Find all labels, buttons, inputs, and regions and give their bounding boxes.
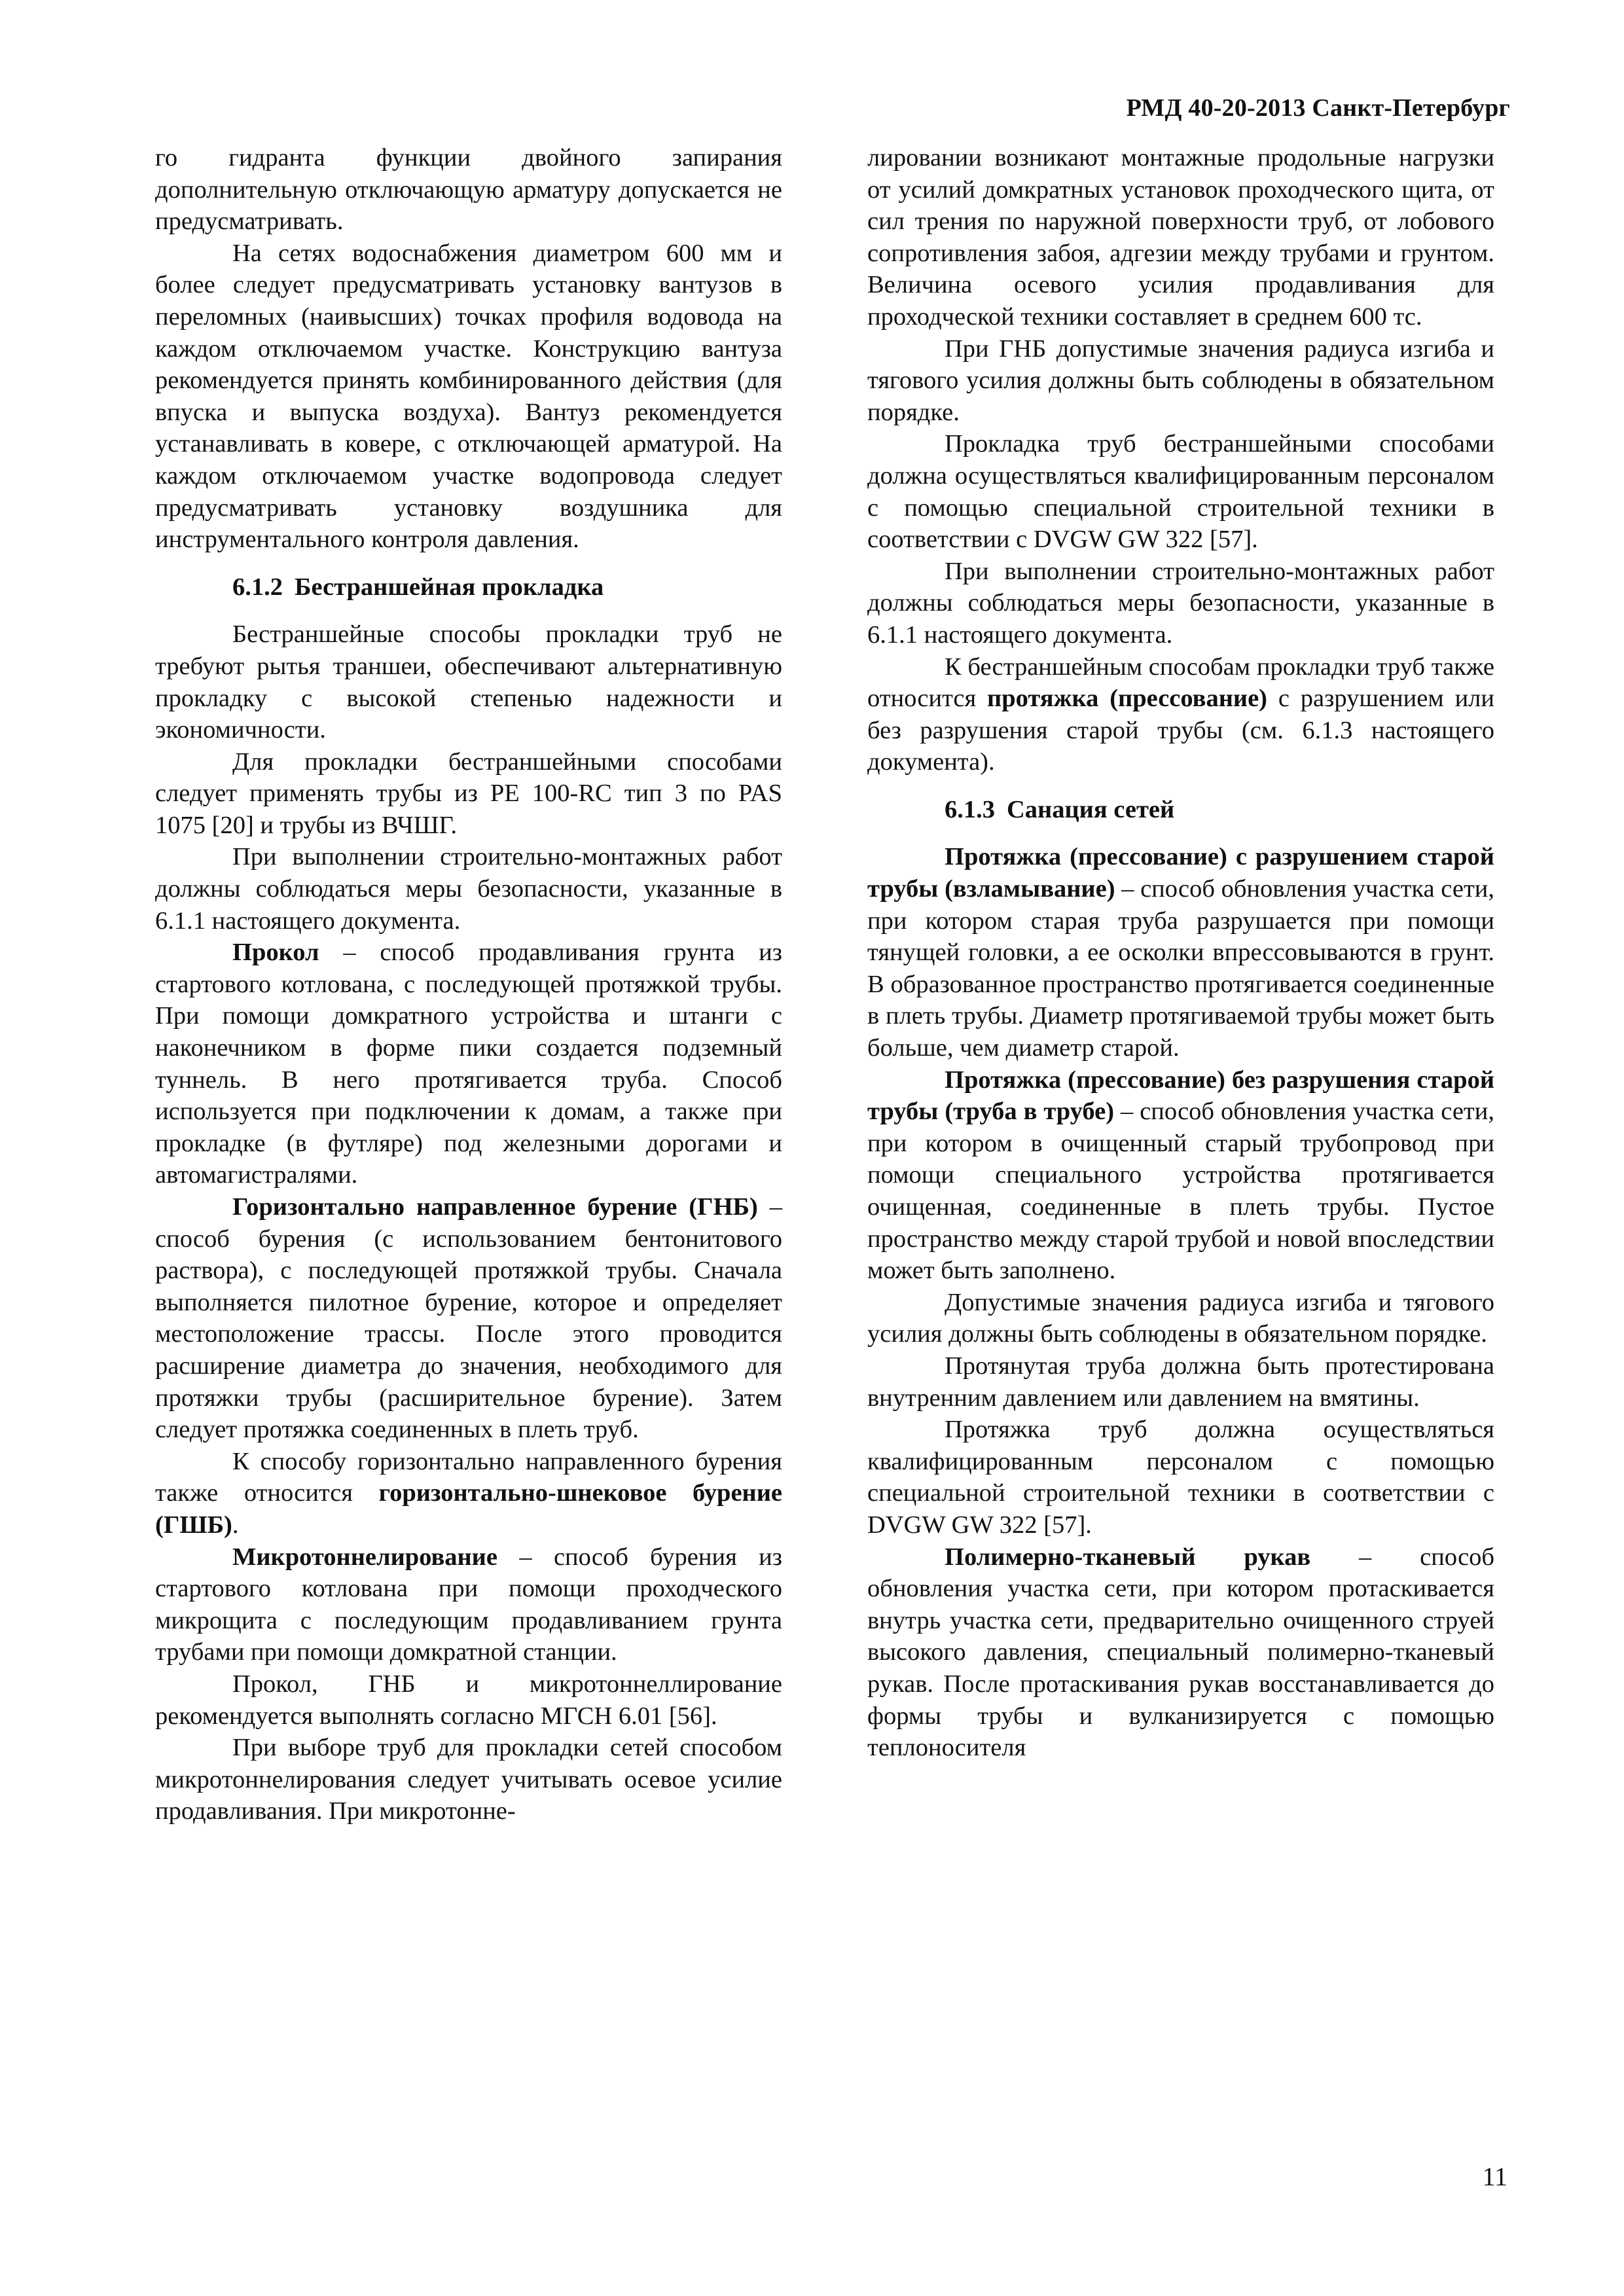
text: К бестраншейным способам прокладки труб также относится xyxy=(867,653,1494,713)
paragraph xyxy=(155,937,782,1191)
paragraph: На сетях водоснабжения диаметром 600 мм и более следует предусматривать установку вантузов в переломных (наивысших) точках профиля водовода на каждом отключаемом участке. Конструкцию вантуза рекомендуется принять комбинированного действия (для впуска и выпуска воздуха). Вантуз рекомендуется устанавливать в ковере, с отключающей арматурой. На каждом отключаемом участке водопровода следует предусматривать установку воздушника для инструментального контроля давления. xyxy=(155,239,782,554)
paragraph: При выполнении строительно-монтажных работ должны соблюдаться меры безопасности, указанные в 6.1.1 настоящего документа. xyxy=(155,843,782,935)
term: Горизонтально направленное бурение (ГНБ) xyxy=(232,1193,758,1221)
paragraph: Протяжка труб должна осуществляться квалифицированным персоналом с помощью специальной строительной техники в соответствии с DVGW GW 322 [57]. xyxy=(867,1416,1494,1539)
paragraph: Протянутая труба должна быть протестирована внутренним давлением или давлением на вмятины. xyxy=(867,1352,1494,1412)
definition: – способ обновления участка сети, при котором протаскивается внутрь участка сети, предварительно очищенного струей высокого давления, специальный полимерно-тканевый рукав. После протаскивания рукав восстанавливается до формы трубы и вулканизируется с помощью теплоносителя xyxy=(867,1543,1495,1762)
term: Прокол xyxy=(232,939,319,967)
section-title: Бестраншейная прокладка xyxy=(295,573,604,601)
definition: – способ продавливания грунта из стартового котлована, с последующей протяжкой трубы. При помощи домкратного устройства и штанги с наконечником в форме пики создается подземный туннель. В него протягивается труба. Способ используется при подключении к домам, а также при прокладке (в футляре) под железными дорогами и автомагистралями. xyxy=(155,939,782,1189)
page-number: 11 xyxy=(1482,2162,1507,2191)
term: Протяжка (прессование) без разрушения старой трубы (труба в трубе) xyxy=(867,1066,1494,1126)
text: К способу горизонтально направленного бурения также относится xyxy=(155,1447,782,1507)
paragraph: лировании возникают монтажные продольные нагрузки от усилий домкратных установок проходческого щита, от сил трения по наружной поверхности труб, от лобового сопротивления забоя, адгезии между трубами и грунтом. Величина осевого усилия продавливания для проходческой техники составляет в среднем 600 тс. xyxy=(867,144,1494,331)
paragraph xyxy=(155,1191,782,1446)
left-column xyxy=(155,142,782,1827)
section-number: 6.1.3 xyxy=(945,795,995,823)
term: Полимерно-тканевый рукав xyxy=(945,1543,1311,1571)
paragraph xyxy=(867,1541,1494,1764)
paragraph xyxy=(155,1541,782,1668)
paragraph xyxy=(867,1064,1494,1287)
paragraph: При выполнении строительно-монтажных работ должны соблюдаться меры безопасности, указанные в 6.1.1 настоящего документа. xyxy=(867,557,1494,649)
right-column xyxy=(867,142,1494,1764)
paragraph xyxy=(867,651,1494,778)
paragraph: го гидранта функции двойного запирания дополнительную отключающую арматуру допускается не предусматривать. xyxy=(155,144,782,236)
paragraph: Прокладка труб бестраншейными способами должна осуществляться квалифицированным персоналом с помощью специальной строительной техники в соответствии с DVGW GW 322 [57]. xyxy=(867,430,1494,554)
definition: – способ обновления участка сети, при котором старая труба разрушается при помощи тянущей головки, а ее осколки впрессовываются в грунт. В образованное пространство протягивается соединенные в плеть трубы. Диаметр протягиваемой трубы может быть больше, чем диаметр старой. xyxy=(867,875,1494,1062)
text: с разрушением или без разрушения старой трубы (см. 6.1.3 настоящего документа). xyxy=(867,685,1494,776)
text: . xyxy=(232,1511,239,1539)
paragraph: Для прокладки бестраншейными способами следует применять трубы из PE 100-RC тип 3 по PAS 1075 [20] и трубы из ВЧШГ. xyxy=(155,747,782,839)
section-heading-6-1-3 xyxy=(867,794,1494,826)
paragraph: При ГНБ допустимые значения радиуса изгиба и тягового усилия должны быть соблюдены в обязательном порядке. xyxy=(867,334,1494,426)
term: Микротоннелирование xyxy=(232,1543,497,1571)
paragraph: Допустимые значения радиуса изгиба и тягового усилия должны быть соблюдены в обязательном порядке. xyxy=(867,1288,1494,1348)
section-heading-6-1-2 xyxy=(155,571,782,603)
paragraph: Прокол, ГНБ и микротоннеллирование рекомендуется выполнять согласно МГСН 6.01 [56]. xyxy=(155,1670,782,1730)
paragraph xyxy=(155,1446,782,1541)
section-title: Санация сетей xyxy=(1007,795,1175,823)
definition: – способ бурения (с использованием бентонитового раствора), с последующей протяжкой трубы. Сначала выполняется пилотное бурение, которое и определяет местоположение трассы. После этого проводится расширение диаметра до значения, необходимого для протяжки трубы (расширительное бурение). Затем следует протяжка соединенных в плеть труб. xyxy=(155,1193,783,1444)
paragraph xyxy=(867,841,1494,1064)
definition: – способ бурения из стартового котлована при помощи проходческого микрощита с последующим продавливанием грунта трубами при помощи домкратной станции. xyxy=(155,1543,782,1666)
section-number: 6.1.2 xyxy=(232,573,283,601)
document-header: РМД 40-20-2013 Санкт-Петербург xyxy=(1126,94,1510,122)
term: Протяжка (прессование) с разрушением старой трубы (взламывание) xyxy=(867,843,1494,903)
paragraph: Бестраншейные способы прокладки труб не требуют рытья траншеи, обеспечивают альтернативную прокладку с высокой степенью надежности и экономичности. xyxy=(155,620,782,744)
term: горизонтально-шнековое бурение (ГШБ) xyxy=(155,1479,782,1539)
paragraph: При выборе труб для прокладки сетей способом микротоннелирования следует учитывать осевое усилие продавливания. При микротонне- xyxy=(155,1734,782,1825)
definition: – способ обновления участка сети, при котором в очищенный старый трубопровод при помощи специального устройства протягивается очищенная, соединенные в плеть трубы. Пустое пространство между старой трубой и новой впоследствии может быть заполнено. xyxy=(867,1098,1494,1285)
term: протяжка (прессование) xyxy=(987,685,1267,713)
